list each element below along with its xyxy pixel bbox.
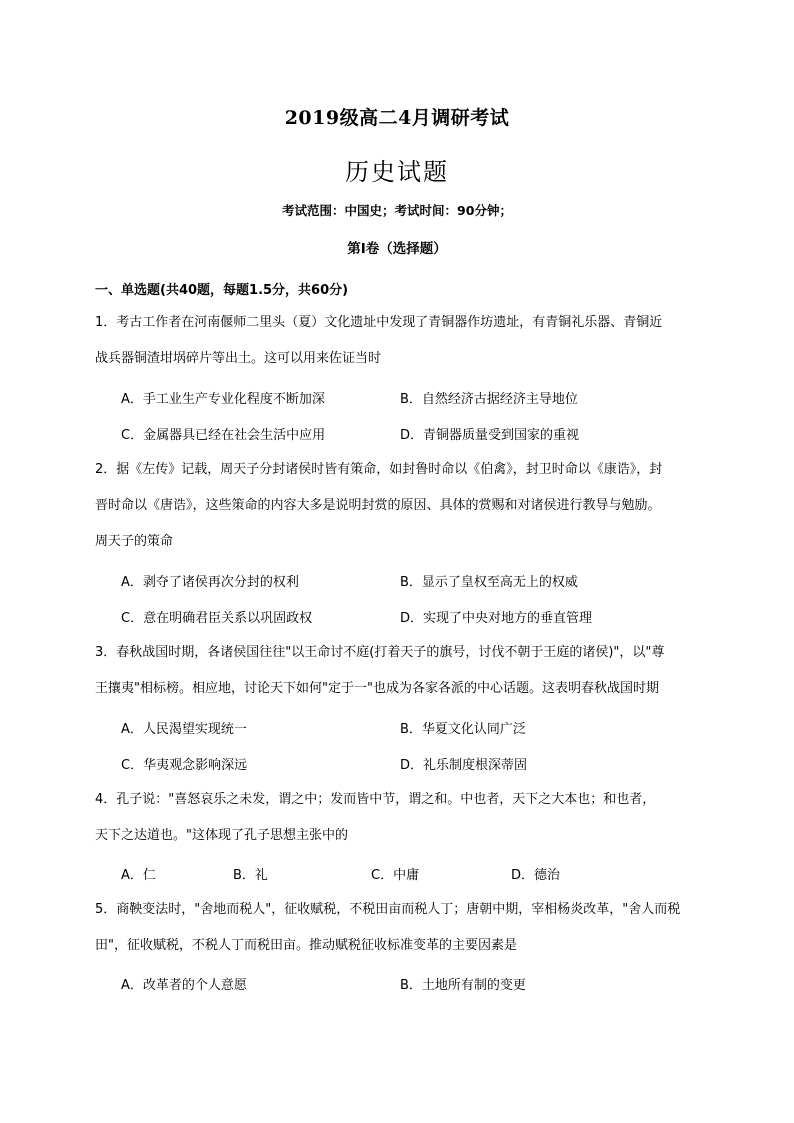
- question-1: [95, 305, 715, 377]
- question-3-option-c[interactable]: C．华夷观念影响深远: [121, 758, 248, 773]
- question-2-option-a[interactable]: A．剥夺了诸侯再次分封的权利: [121, 575, 299, 590]
- question-2-option-b[interactable]: B．显示了皇权至高无上的权威: [400, 575, 578, 590]
- question-5-line-1: 5．商鞅变法时，"舍地而税人"，征收赋税，不税田亩而税人丁；唐朝中期，宰相杨炎改革，"舍人而税: [95, 902, 681, 917]
- question-1-option-d[interactable]: D．青铜器质量受到国家的重视: [400, 428, 580, 443]
- question-5-line-2: 田"，征收赋税，不税人丁而税田亩。推动赋税征收标准变革的主要因素是: [95, 938, 517, 953]
- question-3: [95, 635, 715, 707]
- question-2-option-d[interactable]: D．实现了中央对地方的垂直管理: [400, 611, 593, 626]
- question-2-line-3: 周天子的策命: [95, 534, 174, 549]
- question-4-option-b[interactable]: B．礼: [233, 868, 268, 883]
- question-4-line-1: 4．孔子说："喜怒哀乐之未发，谓之中；发而皆中节，谓之和。中也者，天下之大本也；和也者，: [95, 792, 656, 807]
- question-5-option-a[interactable]: A．改革者的个人意愿: [121, 978, 247, 993]
- question-3-option-d[interactable]: D．礼乐制度根深蒂固: [400, 758, 528, 773]
- question-5: [95, 892, 715, 964]
- exam-title: 2019级高二4月调研考试: [284, 107, 510, 129]
- question-3-line-1: 3．春秋战国时期，各诸侯国往往"以王命讨不庭(打着天子的旗号，讨伐不朝于王庭的诸侯)"，以"尊: [95, 645, 665, 660]
- question-1-option-c[interactable]: C．金属器具已经在社会生活中应用: [121, 428, 326, 443]
- question-1-line-2: 战兵器铜渣坩埚碎片等出土。这可以用来佐证当时: [95, 351, 382, 366]
- question-1-option-a[interactable]: A．手工业生产专业化程度不断加深: [121, 392, 325, 407]
- question-4-option-a[interactable]: A．仁: [121, 868, 156, 883]
- exam-scope: 考试范围：中国史；考试时间：90分钟；: [282, 203, 512, 218]
- question-1-line-1: 1．考古工作者在河南偃师二里头（夏）文化遗址中发现了青铜器作坊遗址，有青铜礼乐器、青铜近: [95, 315, 663, 330]
- question-2-line-2: 晋时命以《唐诰》，这些策命的内容大多是说明封赏的原因、具体的赏赐和对诸侯进行教导与勉励。: [95, 498, 661, 513]
- question-2: [95, 452, 715, 560]
- question-4-line-2: 天下之达道也。"这体现了孔子思想主张中的: [95, 828, 348, 843]
- question-3-option-a[interactable]: A．人民渴望实现统一: [121, 722, 247, 737]
- volume-heading: 第I卷（选择题）: [347, 241, 447, 257]
- question-4-option-d[interactable]: D．德治: [511, 868, 561, 883]
- question-5-option-b[interactable]: B．土地所有制的变更: [400, 978, 526, 993]
- question-3-line-2: 王攘夷"相标榜。相应地，讨论天下如何"定于一"也成为各家各派的中心话题。这表明春秋战国时期: [95, 681, 659, 696]
- question-2-line-1: 2．据《左传》记载，周天子分封诸侯时皆有策命，如封鲁时命以《伯禽》，封卫时命以《康诰》，封: [95, 462, 663, 477]
- exam-subject: 历史试题: [345, 158, 449, 186]
- question-4: [95, 782, 715, 854]
- question-1-option-b[interactable]: B．自然经济古据经济主导地位: [400, 392, 578, 407]
- section-heading: 一、单选题(共40题，每题1.5分，共60分): [95, 283, 349, 298]
- question-3-option-b[interactable]: B．华夏文化认同广泛: [400, 722, 526, 737]
- question-4-option-c[interactable]: C．中庸: [371, 868, 420, 883]
- question-2-option-c[interactable]: C．意在明确君臣关系以巩固政权: [121, 611, 313, 626]
